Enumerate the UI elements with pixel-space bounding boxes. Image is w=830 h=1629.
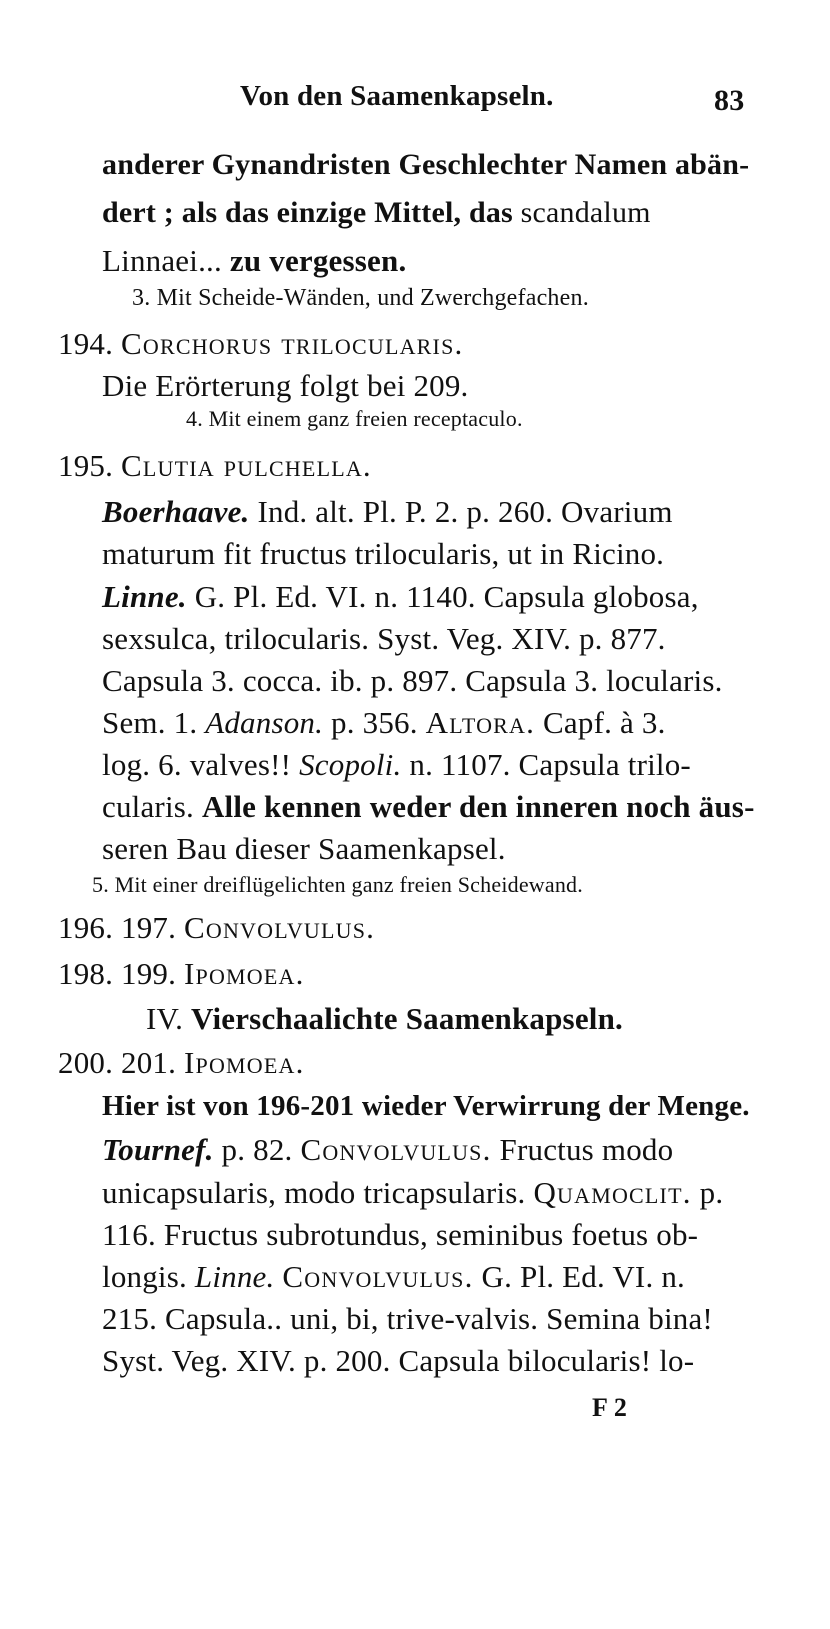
text-run: dert ; als das einzige Mittel, das bbox=[102, 196, 521, 229]
text-run: n. 1107. Capsula trilo- bbox=[401, 747, 691, 782]
text-run: Convolvulus. bbox=[300, 1132, 492, 1167]
text-run: Altora. bbox=[425, 705, 536, 740]
text-run: Hier ist von 196-201 wieder Verwirrung der Menge. bbox=[102, 1090, 750, 1122]
text-line bbox=[102, 370, 469, 401]
text-run: p. bbox=[691, 1175, 724, 1210]
text-run: longis. bbox=[102, 1259, 195, 1294]
text-run: 215. Capsula.. uni, bi, trive-valvis. Semina bina! bbox=[102, 1301, 713, 1336]
text-line bbox=[102, 538, 664, 569]
text-line bbox=[102, 623, 666, 654]
numbered-subheading bbox=[186, 408, 523, 430]
text-run: 3. Mit Scheide-Wänden, und Zwerchgefachen. bbox=[132, 285, 589, 311]
entry-heading bbox=[58, 450, 372, 481]
text-run: 195. bbox=[58, 448, 121, 483]
text-line bbox=[102, 707, 666, 738]
running-head: Von den Saamenkapseln. bbox=[240, 80, 554, 112]
text-run: Syst. Veg. XIV. p. 200. Capsula bilocularis! lo- bbox=[102, 1343, 695, 1378]
text-run: Convolvulus. bbox=[282, 1259, 474, 1294]
text-run: Sem. 1. bbox=[102, 705, 206, 740]
text-run: IV. bbox=[146, 1001, 192, 1036]
text-run: p. 82. bbox=[213, 1132, 301, 1167]
text-line bbox=[102, 1261, 685, 1292]
text-run: 4. Mit einem ganz freien bbox=[186, 406, 414, 431]
text-run: Capsula 3. cocca. ib. p. 897. Capsula 3. locularis. bbox=[102, 663, 723, 698]
text-line bbox=[102, 245, 406, 276]
text-run: Quamoclit. bbox=[533, 1175, 692, 1210]
page-number: 83 bbox=[714, 84, 745, 117]
section-heading bbox=[146, 1003, 623, 1034]
text-line bbox=[102, 198, 651, 228]
text-run: Vierschaalichte Saamenkapseln. bbox=[191, 1001, 623, 1036]
text-run: Ipomoea. bbox=[184, 1045, 305, 1080]
entry-heading bbox=[58, 912, 375, 943]
text-run: p. 356. bbox=[323, 705, 426, 740]
text-run: Linne. bbox=[194, 1259, 275, 1294]
text-run: Clutia pulchella. bbox=[121, 448, 372, 483]
signature-mark: F 2 bbox=[592, 1393, 628, 1422]
text-run: 196. 197. bbox=[58, 910, 184, 945]
text-run: G. Pl. Ed. VI. n. 1140. Capsula globosa, bbox=[186, 579, 699, 614]
text-line bbox=[102, 791, 755, 822]
text-run: Alle kennen weder den inneren noch äus- bbox=[201, 789, 755, 824]
text-line bbox=[102, 1303, 713, 1334]
text-run: 200. 201. bbox=[58, 1045, 184, 1080]
text-run: Tournef. bbox=[102, 1132, 214, 1167]
text-line bbox=[102, 496, 673, 527]
text-line bbox=[102, 150, 749, 180]
text-run: receptaculo. bbox=[413, 406, 523, 431]
text-line bbox=[102, 833, 506, 864]
text-run: anderer Gynandristen Geschlechter Namen abän- bbox=[102, 148, 750, 181]
text-run: Ipomoea. bbox=[184, 956, 305, 991]
text-line bbox=[102, 1092, 750, 1121]
text-run: 5. Mit einer dreiflügelichten ganz freien Scheidewand. bbox=[92, 872, 583, 897]
text-run: maturum fit fructus trilocularis, ut in Ricino. bbox=[102, 536, 665, 571]
text-run: zu vergessen. bbox=[229, 243, 407, 278]
text-run: Linnaei... bbox=[102, 243, 230, 278]
text-run: 116. Fructus subrotundus, seminibus foetus ob- bbox=[102, 1217, 699, 1252]
text-line bbox=[102, 1345, 694, 1376]
text-run: G. Pl. Ed. VI. n. bbox=[473, 1259, 685, 1294]
text-line bbox=[102, 665, 723, 696]
numbered-subheading bbox=[92, 874, 583, 896]
text-run: scandalum bbox=[520, 196, 651, 229]
text-line bbox=[102, 1134, 673, 1165]
text-run: Die Erörterung folgt bei 209. bbox=[102, 368, 469, 403]
text-run: 194. bbox=[58, 326, 121, 361]
text-run: Adanson. bbox=[205, 705, 324, 740]
text-run: Scopoli. bbox=[299, 747, 402, 782]
text-run: Corchorus trilocularis. bbox=[121, 326, 464, 361]
text-run: sexsulca, trilocularis. Syst. Veg. XIV. p. 877. bbox=[102, 621, 666, 656]
text-run: Linne. bbox=[102, 579, 187, 614]
text-run: Ind. alt. Pl. P. 2. p. 260. Ovarium bbox=[249, 494, 673, 529]
text-line bbox=[102, 1219, 698, 1250]
text-run: log. 6. valves!! bbox=[102, 747, 300, 782]
text-line bbox=[102, 1177, 723, 1208]
text-run: Boerhaave. bbox=[102, 494, 250, 529]
text-line bbox=[102, 749, 691, 780]
text-run: Convolvulus. bbox=[184, 910, 376, 945]
text-run: Capf. à 3. bbox=[535, 705, 666, 740]
text-run: 198. 199. bbox=[58, 956, 184, 991]
entry-heading bbox=[58, 958, 305, 989]
text-run: seren Bau dieser Saamenkapsel. bbox=[102, 831, 506, 866]
text-run: cularis. bbox=[102, 789, 202, 824]
text-run: Fructus modo bbox=[491, 1132, 674, 1167]
text-line bbox=[102, 581, 699, 612]
numbered-subheading bbox=[132, 286, 589, 310]
entry-heading bbox=[58, 1047, 305, 1078]
entry-heading bbox=[58, 328, 463, 359]
text-run: unicapsularis, modo tricapsularis. bbox=[102, 1175, 534, 1210]
